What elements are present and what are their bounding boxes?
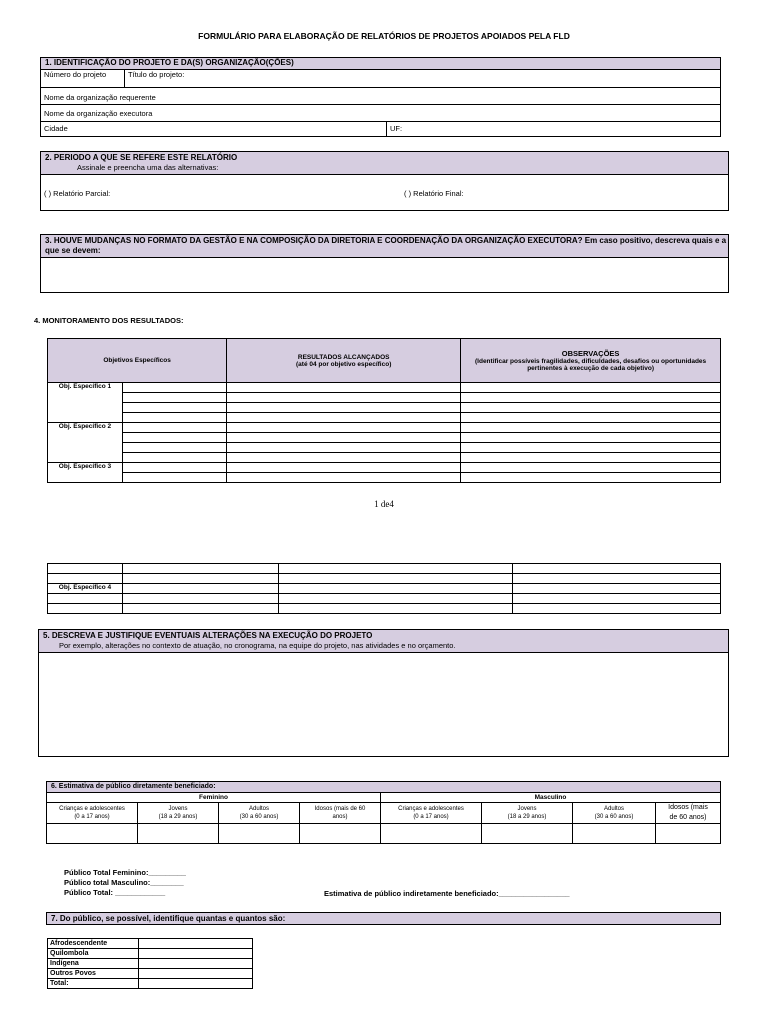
col-results: RESULTADOS ALCANÇADOS (até 04 por objetivo específico) xyxy=(227,339,461,383)
project-number-field[interactable]: Número do projeto xyxy=(44,70,107,79)
male-header: Masculino xyxy=(381,793,721,803)
objective-4-label: Obj. Específico 4 xyxy=(48,584,123,594)
section-1-heading: 1. IDENTIFICAÇÃO DO PROJETO E DA(S) ORGANIZAÇÃO(ÇÕES) xyxy=(41,58,720,69)
form-title: FORMULÁRIO PARA ELABORAÇÃO DE RELATÓRIOS DE PROJETOS APOIADOS PELA FLD xyxy=(198,31,570,41)
section-3-heading: 3. HOUVE MUDANÇAS NO FORMATO DA GESTÃO E NA COMPOSIÇÃO DA DIRETORIA E COORDENAÇÃO DA ORGANIZAÇÃO EXECUTORA? Em caso positivo, descreva quais e a que se devem: xyxy=(41,235,728,258)
row-indigena: Indígena xyxy=(48,959,139,969)
total-public-field[interactable]: Público Total: ____________ xyxy=(64,888,166,897)
section-7-heading: 7. Do público, se possível, identifique quantas e quantos são: xyxy=(46,912,721,925)
results-table xyxy=(47,338,721,483)
col-specific-objectives: Objetivos Específicos xyxy=(48,339,227,383)
total-male-field[interactable]: Público total Masculino:________ xyxy=(64,878,184,887)
objective-2-label: Obj. Específico 2 xyxy=(48,423,123,463)
public-identification-table xyxy=(47,938,253,989)
final-report-option[interactable]: ( ) Relatório Final: xyxy=(404,189,464,198)
execution-changes-answer[interactable] xyxy=(39,653,728,755)
row-total: Total: xyxy=(48,979,139,989)
section-management-changes xyxy=(40,234,729,293)
section-2-heading: 2. PERIODO A QUE SE REFERE ESTE RELATÓRIO xyxy=(45,153,238,162)
city-field[interactable]: Cidade xyxy=(44,124,68,133)
row-outros-povos: Outros Povos xyxy=(48,969,139,979)
section-execution-changes xyxy=(38,629,729,757)
row-afro: Afrodescendente xyxy=(48,939,139,949)
total-female-field[interactable]: Público Total Feminino:_________ xyxy=(64,868,186,877)
page-number: 1 de4 xyxy=(374,499,394,509)
executing-org-field[interactable]: Nome da organização executora xyxy=(44,109,153,118)
section-period xyxy=(40,151,729,211)
project-title-field[interactable]: Título do projeto: xyxy=(128,70,185,79)
col-observations: OBSERVAÇÕES (Identificar possíveis fragilidades, dificuldades, desafios ou oportunidades pertinentes à execução de cada objetivo) xyxy=(461,339,721,383)
section-4-heading: 4. MONITORAMENTO DOS RESULTADOS: xyxy=(34,316,184,325)
objective-3-label: Obj. Específico 3 xyxy=(48,463,123,483)
objective-1-label: Obj. Específico 1 xyxy=(48,383,123,423)
results-table-continued xyxy=(47,563,721,614)
direct-beneficiaries-table: 6. Estimativa de público diretamente beneficiado: Feminino Masculino Crianças e adolescentes (0 a 17 anos) Jovens (18 a 29 anos) Adultos (30 a 60 anos) Idosos (mais de 60 anos) Crianças e adolescentes (0 a 17 anos) Jovens (18 a 29 anos) Adultos (30 a 60 anos) Idosos (mais de 60 anos) xyxy=(46,781,721,844)
section-5-heading: 5. DESCREVA E JUSTIFIQUE EVENTUAIS ALTERAÇÕES NA EXECUÇÃO DO PROJETO xyxy=(43,631,373,640)
management-changes-answer[interactable] xyxy=(41,258,728,292)
requesting-org-field[interactable]: Nome da organização requerente xyxy=(44,93,156,102)
section-6-heading: 6. Estimativa de público diretamente beneficiado: xyxy=(47,782,721,793)
female-header: Feminino xyxy=(47,793,381,803)
section-identification xyxy=(40,57,721,137)
indirect-beneficiaries-field[interactable]: Estimativa de público indiretamente beneficiado:_________________ xyxy=(324,889,570,898)
row-quilombola: Quilombola xyxy=(48,949,139,959)
section-2-subtitle: Assinale e preencha uma das alternativas: xyxy=(77,163,219,172)
section-5-subtitle: Por exemplo, alterações no contexto de atuação, no cronograma, na equipe do projeto, nas atividades e no orçamento. xyxy=(59,641,456,650)
partial-report-option[interactable]: ( ) Relatório Parcial: xyxy=(44,189,111,198)
state-field[interactable]: UF: xyxy=(390,124,403,133)
